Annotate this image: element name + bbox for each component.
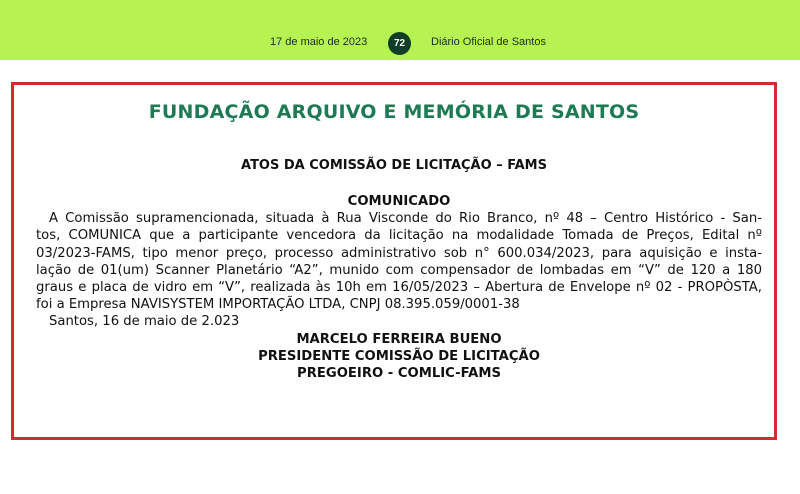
notice-title: COMUNICADO — [347, 194, 451, 209]
header-bar — [0, 0, 800, 60]
publication-date: 17 de maio de 2023 — [270, 36, 368, 48]
body-line: A Comissão supramencionada, situada à Rua Visconde do Rio Branco, nº 48 – Centro Histórico - San- — [49, 211, 762, 227]
notice-frame — [11, 82, 777, 440]
body-line: lação de 01(um) Scanner Planetário “A2”, munido com compensador de lombadas em “V” de 120 a 180 — [36, 262, 762, 278]
body-line: graus e placa de vidro em “V”, realizada às 10h em 16/05/2023 – Abertura de Envelope nº 02 - PROPÒSTA, — [36, 280, 762, 296]
document-title: FUNDAÇÃO ARQUIVO E MEMÓRIA DE SANTOS — [148, 101, 640, 123]
signatory-role: PREGOEIRO - COMLIC-FAMS — [297, 366, 501, 382]
body-line: foi a Empresa NAVISYSTEM IMPORTAÇÃO LTDA, CNPJ 08.395.059/0001-38 — [36, 297, 520, 313]
signatory-title: PRESIDENTE COMISSÃO DE LICITAÇÃO — [258, 348, 540, 364]
publication-name: Diário Oficial de Santos — [431, 36, 546, 48]
body-line: tos, COMUNICA que a participante vencedora da licitação na modalidade Tomada de Preços, Edital nº — [36, 228, 762, 244]
page-number-badge: 72 — [388, 32, 411, 55]
signatory-name: MARCELO FERREIRA BUENO — [296, 331, 502, 347]
notice-content — [36, 193, 762, 382]
body-line: 03/2023-FAMS, tipo menor preço, processo administrativo sob n° 600.034/2023, para aquisição e insta- — [36, 245, 762, 261]
section-title: ATOS DA COMISSÃO DE LICITAÇÃO – FAMS — [241, 158, 547, 173]
place-date: Santos, 16 de maio de 2.023 — [49, 314, 240, 330]
